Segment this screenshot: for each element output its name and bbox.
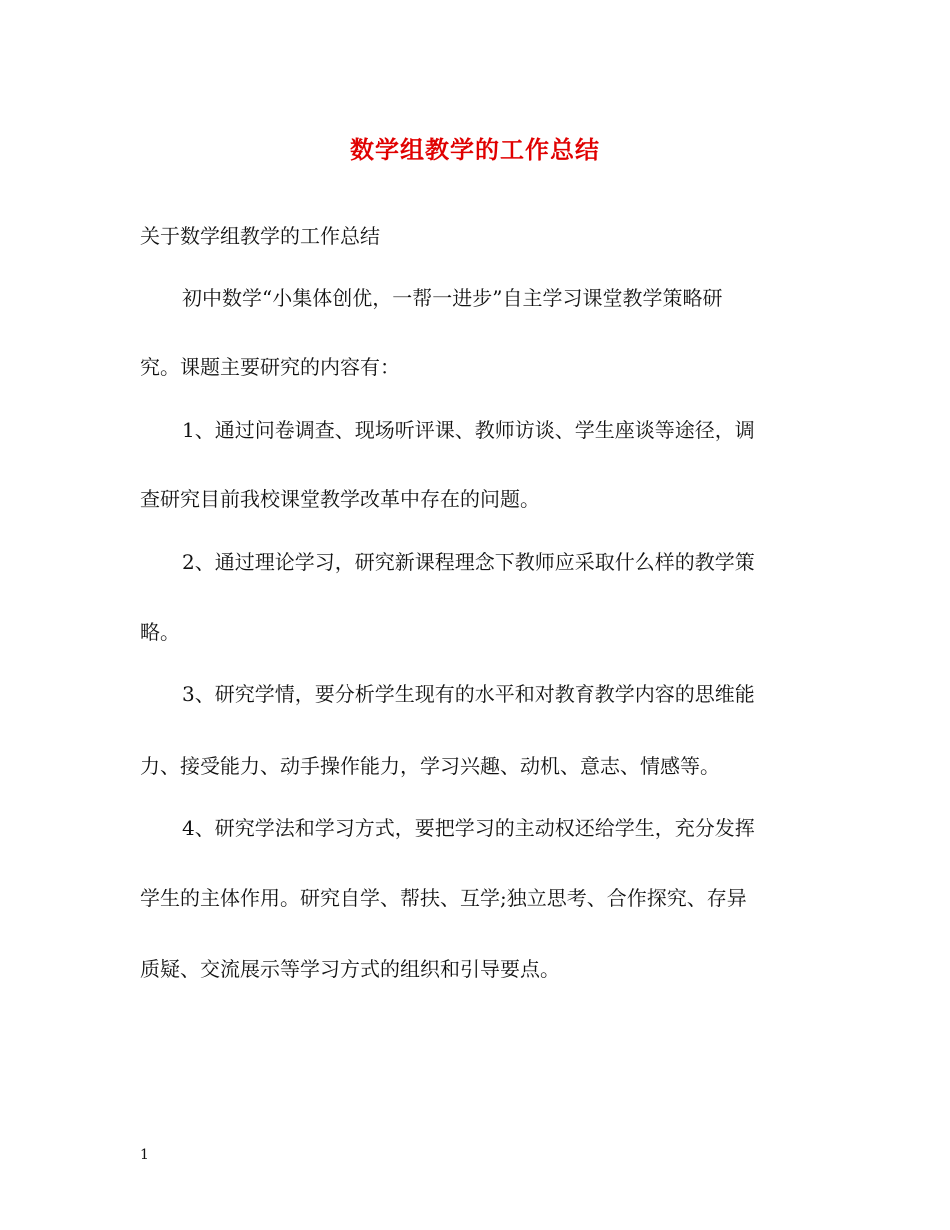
document-title: 数学组教学的工作总结 — [350, 135, 600, 164]
paragraph-line: 4、研究学法和学习方式，要把学习的主动权还给学生，充分发挥 — [182, 816, 755, 840]
paragraph-line: 3、研究学情，要分析学生现有的水平和对教育教学内容的思维能 — [182, 682, 755, 706]
paragraph-line: 2、通过理论学习，研究新课程理念下教师应采取什么样的教学策 — [182, 550, 755, 574]
paragraph-line: 力、接受能力、动手操作能力，学习兴趣、动机、意志、情感等。 — [140, 754, 720, 778]
paragraph-line: 质疑、交流展示等学习方式的组织和引导要点。 — [140, 957, 560, 981]
paragraph-line: 学生的主体作用。研究自学、帮扶、互学;独立思考、合作探究、存异 — [140, 886, 747, 910]
paragraph-line: 略。 — [140, 620, 180, 644]
paragraph-line: 初中数学“小集体创优，一帮一进步”自主学习课堂教学策略研 — [182, 286, 723, 310]
document-subtitle: 关于数学组教学的工作总结 — [140, 224, 380, 248]
paragraph-line: 查研究目前我校课堂教学改革中存在的问题。 — [140, 487, 540, 511]
paragraph-line: 1、通过问卷调查、现场听评课、教师访谈、学生座谈等途径，调 — [182, 418, 755, 442]
paragraph-line: 究。课题主要研究的内容有： — [140, 355, 400, 379]
page-number: 1 — [140, 1147, 149, 1163]
